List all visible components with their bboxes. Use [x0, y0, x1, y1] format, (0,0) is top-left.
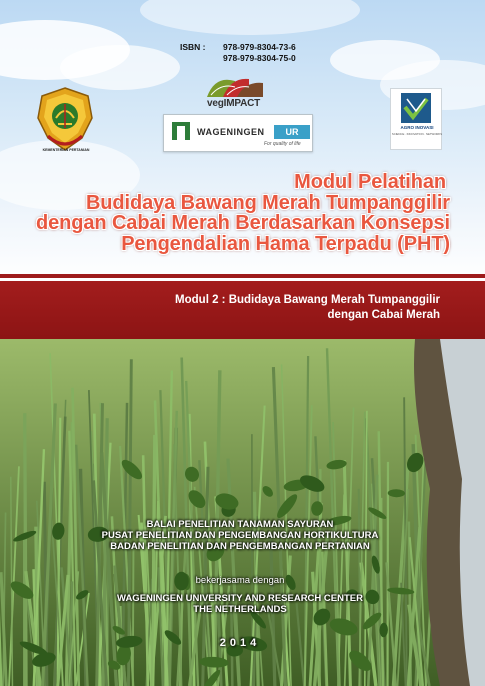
title-line-3: dengan Cabai Merah Berdasarkan Konsepsi	[35, 212, 450, 234]
title-line-2: Budidaya Bawang Merah Tumpanggilir	[85, 191, 450, 214]
onion-field-illustration	[0, 339, 485, 686]
agro-inovasi-subtext: SCIENCE . INNOVATION . NETWORKS	[391, 132, 443, 136]
wageningen-mark-icon	[172, 122, 190, 140]
institution-1: BALAI PENELITIAN TANAMAN SAYURAN	[146, 519, 334, 530]
agro-inovasi-text: AGRO INOVASI	[400, 125, 434, 130]
wageningen-tagline: For quality of life	[264, 141, 301, 147]
cover-title	[20, 172, 450, 254]
institutions-block	[40, 519, 440, 552]
module-line-2: dengan Cabai Merah	[327, 309, 440, 321]
cooperation-text: bekerjasama dengan	[195, 575, 285, 586]
partner-line-1: WAGENINGEN UNIVERSITY AND RESEARCH CENTER	[117, 593, 363, 604]
agro-inovasi-logo	[390, 88, 442, 150]
isbn-number-2: 978-979-8304-75-0	[223, 53, 296, 63]
isbn-number-1: 978-979-8304-73-6	[223, 42, 296, 52]
kementerian-logo-text: KEMENTERIAN PERTANIAN	[42, 148, 90, 152]
wageningen-ur-badge: UR	[274, 125, 310, 139]
title-line-1: Modul Pelatihan	[294, 171, 446, 193]
publication-year: 2014	[219, 637, 261, 649]
isbn-block	[180, 42, 296, 64]
institution-2: PUSAT PENELITIAN DAN PENGEMBANGAN HORTIKULTURA	[101, 530, 379, 541]
cloud	[60, 45, 180, 90]
partner-block	[40, 593, 440, 615]
wageningen-ur-logo	[163, 114, 313, 152]
title-line-4: Pengendalian Hama Terpadu (PHT)	[121, 232, 450, 255]
vegimpact-logo	[205, 73, 265, 99]
agro-inovasi-mark-icon	[401, 93, 431, 123]
wageningen-name: WAGENINGEN	[197, 127, 265, 137]
field-photo	[0, 339, 485, 686]
vegimpact-logo-text: vegIMPACT	[207, 98, 261, 109]
module-line-1: Modul 2 : Budidaya Bawang Merah Tumpanggilir	[175, 294, 440, 306]
module-subtitle	[10, 293, 440, 323]
partner-line-2: THE NETHERLANDS	[193, 604, 287, 615]
isbn-label: ISBN :	[180, 42, 206, 52]
institution-3: BADAN PENELITIAN DAN PENGEMBANGAN PERTANIAN	[110, 541, 370, 552]
cloud	[140, 0, 360, 35]
